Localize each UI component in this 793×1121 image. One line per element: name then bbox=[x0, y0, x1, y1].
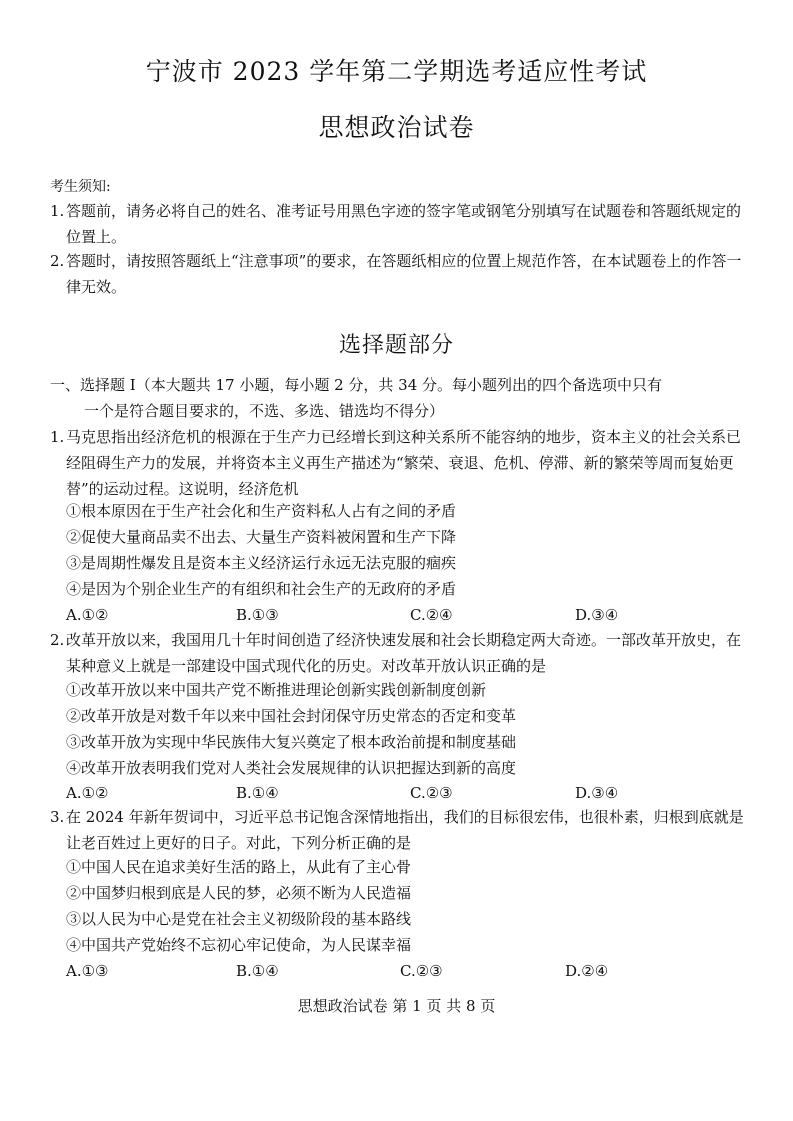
part-intro-line1: 一、选择题 I（本大题共 17 小题，每小题 2 分，共 34 分。每小题列出的四个备选项中只有 bbox=[50, 376, 663, 394]
question-3-choice-b: B.①④ bbox=[236, 962, 279, 980]
question-1-option: ①根本原因在于生产社会化和生产资料私人占有之间的矛盾 bbox=[66, 502, 457, 520]
question-stem-text: 在 2024 年新年贺词中，习近平总书记饱含深情地指出，我们的目标很宏伟，也很朴素，归根到底就是让老百姓过上更好的日子。对此，下列分析正确的是 bbox=[66, 808, 744, 852]
question-2-option: ②改革开放是对数千年以来中国社会封闭保守历史常态的否定和变革 bbox=[66, 707, 517, 725]
section-title: 选择题部分 bbox=[338, 333, 454, 358]
question-stem-text: 马克思指出经济危机的根源在于生产力已经增长到这种关系所不能容纳的地步，资本主义的社会关系已经阻碍生产力的发展，并将资本主义再生产描述为“繁荣、衰退、危机、停滞、新的繁荣等周而复始更替”的运动过程。这说明，经济危机 bbox=[66, 428, 742, 498]
notice-item-text: 答题前，请务必将自己的姓名、准考证号用黑色字迹的签字笔或钢笔分别填写在试题卷和答题纸规定的位置上。 bbox=[66, 202, 742, 246]
question-2-choice-c: C.②③ bbox=[410, 784, 453, 802]
part-intro-line2: 一个是符合题目要求的，不选、多选、错选均不得分） bbox=[84, 402, 445, 420]
question-2-option: ④改革开放表明我们党对人类社会发展规律的认识把握达到新的高度 bbox=[66, 759, 517, 777]
question-3-option: ①中国人民在追求美好生活的路上，从此有了主心骨 bbox=[66, 858, 412, 876]
notice-item-number: 1. bbox=[50, 202, 65, 220]
question-1-stem bbox=[50, 424, 750, 502]
question-number: 1. bbox=[50, 428, 65, 446]
question-1-option: ③是周期性爆发且是资本主义经济运行永远无法克服的痼疾 bbox=[66, 554, 457, 572]
question-2-choice-d: D.③④ bbox=[575, 784, 619, 802]
question-3-choice-c: C.②③ bbox=[400, 962, 443, 980]
question-2-choice-a: A.①② bbox=[66, 784, 109, 802]
question-3-choice-a: A.①③ bbox=[66, 962, 109, 980]
question-2-stem bbox=[50, 627, 750, 679]
question-1-choice-b: B.①③ bbox=[236, 606, 279, 624]
question-1-option: ④是因为个别企业生产的有组织和社会生产的无政府的矛盾 bbox=[66, 580, 457, 598]
notice-heading: 考生须知: bbox=[50, 179, 111, 195]
notice-item bbox=[50, 198, 750, 250]
notice-item-text: 答题时，请按照答题纸上“注意事项”的要求，在答题纸相应的位置上规范作答，在本试题卷上的作答一律无效。 bbox=[66, 252, 742, 296]
question-stem-text: 改革开放以来，我国用几十年时间创造了经济快速发展和社会长期稳定两大奇迹。一部改革开放史，在某种意义上就是一部建设中国式现代化的历史。对改革开放认识正确的是 bbox=[66, 631, 742, 675]
part-intro bbox=[50, 372, 750, 424]
question-1-choice-a: A.①② bbox=[66, 606, 109, 624]
exam-title: 宁波市 2023 学年第二学期选考适应性考试 bbox=[145, 57, 648, 86]
question-2-option: ③改革开放为实现中华民族伟大复兴奠定了根本政治前提和制度基础 bbox=[66, 733, 517, 751]
question-3-option: ③以人民为中心是党在社会主义初级阶段的基本路线 bbox=[66, 910, 412, 928]
question-3-stem bbox=[50, 804, 750, 856]
question-2-choice-b: B.①④ bbox=[236, 784, 279, 802]
question-number: 3. bbox=[50, 808, 65, 826]
notice-item bbox=[50, 248, 750, 300]
question-3-option: ④中国共产党始终不忘初心牢记使命，为人民谋幸福 bbox=[66, 936, 412, 954]
question-2-option: ①改革开放以来中国共产党不断推进理论创新实践创新制度创新 bbox=[66, 681, 487, 699]
question-3-option: ②中国梦归根到底是人民的梦，必须不断为人民造福 bbox=[66, 884, 412, 902]
question-1-choice-c: C.②④ bbox=[410, 606, 453, 624]
question-1-choice-d: D.③④ bbox=[575, 606, 619, 624]
question-3-choice-d: D.②④ bbox=[565, 962, 609, 980]
question-number: 2. bbox=[50, 631, 65, 649]
question-1-option: ②促使大量商品卖不出去、大量生产资料被闲置和生产下降 bbox=[66, 528, 457, 546]
exam-subtitle: 思想政治试卷 bbox=[318, 113, 475, 142]
page-footer: 思想政治试卷 第 1 页 共 8 页 bbox=[297, 997, 496, 1015]
notice-item-number: 2. bbox=[50, 252, 65, 270]
